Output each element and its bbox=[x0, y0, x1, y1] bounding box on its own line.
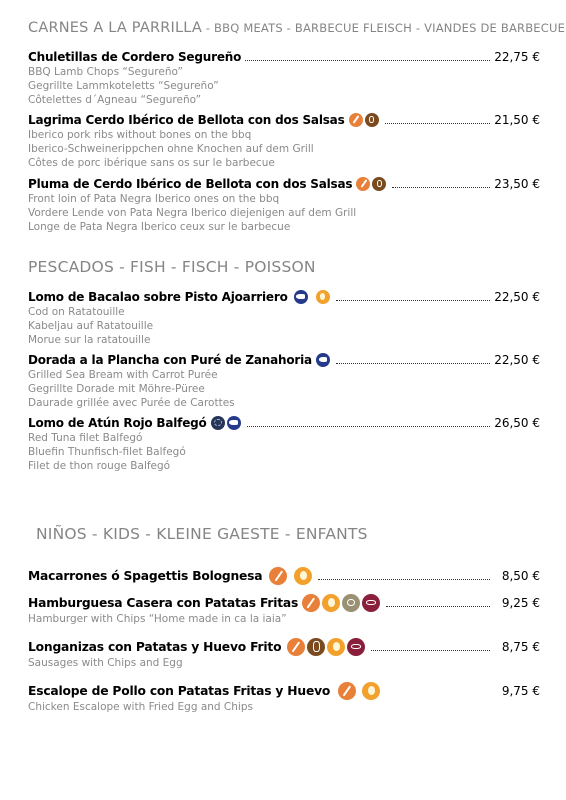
item-price: 22,75 € bbox=[494, 49, 540, 64]
allergen-icons bbox=[338, 682, 382, 700]
leader-dots bbox=[336, 300, 490, 301]
item-price: 9,75 € bbox=[501, 683, 540, 698]
menu-item-lagrima bbox=[28, 111, 540, 170]
fish-icon bbox=[294, 290, 308, 304]
item-desc-line: Morue sur la ratatouille bbox=[28, 334, 151, 346]
fish-icon bbox=[227, 416, 241, 430]
item-desc-line: Longe de Pata Negra Iberico ceux sur le barbecue bbox=[28, 221, 291, 233]
item-desc-line: Kabeljau auf Ratatouille bbox=[28, 320, 154, 332]
item-price: 21,50 € bbox=[494, 112, 540, 127]
egg-icon bbox=[294, 567, 312, 585]
sulphites-icon bbox=[362, 594, 380, 612]
section-title-main: CARNES A LA PARRILLA bbox=[28, 20, 202, 36]
section-title-carnes bbox=[28, 20, 565, 36]
item-price: 22,50 € bbox=[494, 352, 540, 367]
allergen-icons bbox=[211, 416, 243, 430]
menu-item-pluma bbox=[28, 175, 540, 234]
item-name: Hamburguesa Casera con Patatas Fritas bbox=[28, 595, 299, 610]
item-desc-line: BBQ Lamb Chops “Segureño” bbox=[28, 66, 183, 78]
item-name: Lomo de Atún Rojo Balfegó bbox=[28, 415, 207, 430]
menu-item-longanizas bbox=[28, 637, 540, 670]
egg-icon bbox=[316, 290, 330, 304]
item-desc-line: Cod on Ratatouille bbox=[28, 306, 125, 318]
item-desc-line: Bluefin Thunfisch-filet Balfegó bbox=[28, 446, 186, 458]
item-price: 8,75 € bbox=[501, 639, 540, 654]
leader-dots bbox=[386, 606, 490, 607]
leader-dots bbox=[371, 650, 490, 651]
item-desc-line: Gegrillte Lammkoteletts “Segureño” bbox=[28, 80, 219, 92]
item-price: 26,50 € bbox=[494, 415, 540, 430]
nuts-icon bbox=[342, 594, 360, 612]
item-desc-line: Chicken Escalope with Fried Egg and Chips bbox=[28, 701, 253, 713]
item-price: 22,50 € bbox=[494, 289, 540, 304]
item-desc-line: Red Tuna filet Balfegó bbox=[28, 432, 143, 444]
menu-item-hamburguesa bbox=[28, 593, 540, 626]
item-desc-line: Filet de thon rouge Balfegó bbox=[28, 460, 171, 472]
menu-item-atun bbox=[28, 414, 540, 473]
leader-dots bbox=[318, 579, 490, 580]
item-name: Macarrones ó Spagettis Bolognesa bbox=[28, 568, 263, 583]
section-title-sub: - BBQ MEATS - BARBECUE FLEISCH - VIANDES DE BARBECUE bbox=[201, 21, 566, 35]
leader-dots bbox=[336, 363, 490, 364]
egg-icon bbox=[322, 594, 340, 612]
egg-icon bbox=[327, 638, 345, 656]
item-desc-line: Front loin of Pata Negra Iberico ones on the bbq bbox=[28, 193, 280, 205]
item-desc-line: Grilled Sea Bream with Carrot Purée bbox=[28, 369, 218, 381]
mustard-icon bbox=[365, 113, 379, 127]
item-name: Chuletillas de Cordero Segureño bbox=[28, 49, 242, 64]
egg-icon bbox=[362, 682, 380, 700]
item-name: Longanizas con Patatas y Huevo Frito bbox=[28, 639, 282, 654]
leader-dots bbox=[245, 60, 490, 61]
allergen-icons bbox=[356, 177, 388, 191]
item-desc-line: Sausages with Chips and Egg bbox=[28, 657, 183, 669]
gluten-icon bbox=[356, 177, 370, 191]
leader-dots bbox=[247, 426, 490, 427]
menu-item-dorada bbox=[28, 351, 540, 410]
item-price: 9,25 € bbox=[501, 595, 540, 610]
gluten-icon bbox=[287, 638, 305, 656]
item-name: Dorada a la Plancha con Puré de Zanahoria bbox=[28, 352, 312, 367]
allergen-icons bbox=[316, 353, 332, 367]
leader-dots bbox=[392, 187, 490, 188]
item-desc-line: Côtelettes d´Agneau “Segureño” bbox=[28, 94, 202, 106]
item-name: Lagrima Cerdo Ibérico de Bellota con dos Salsas bbox=[28, 112, 345, 127]
gluten-icon bbox=[302, 594, 320, 612]
section-title-main: PESCADOS - FISH - FISCH - POISSON bbox=[28, 258, 316, 276]
item-desc-line: Vordere Lende von Pata Negra Iberico diejenigen auf dem Grill bbox=[28, 207, 357, 219]
item-name: Escalope de Pollo con Patatas Fritas y Huevo bbox=[28, 683, 331, 698]
gluten-icon bbox=[269, 567, 287, 585]
menu-item-chuletillas bbox=[28, 48, 540, 107]
menu-item-macarrones bbox=[28, 566, 540, 585]
item-desc-line: Côtes de porc ibérique sans os sur le barbecue bbox=[28, 157, 275, 169]
allergen-icons bbox=[287, 638, 367, 656]
item-price: 8,50 € bbox=[501, 568, 540, 583]
mustard-icon bbox=[307, 638, 325, 656]
section-title-main: NIÑOS - KIDS - KLEINE GAESTE - ENFANTS bbox=[36, 525, 368, 543]
section-title-ninos bbox=[36, 525, 368, 543]
item-price: 23,50 € bbox=[494, 176, 540, 191]
allergen-icons bbox=[269, 567, 314, 585]
gluten-icon bbox=[338, 682, 356, 700]
allergen-icons bbox=[302, 594, 382, 612]
item-desc-line: Gegrillte Dorade mit Möhre-Püree bbox=[28, 383, 205, 395]
gluten-icon bbox=[349, 113, 363, 127]
sulphites-icon bbox=[347, 638, 365, 656]
menu-item-escalope bbox=[28, 681, 540, 714]
item-name: Lomo de Bacalao sobre Pisto Ajoarriero bbox=[28, 289, 288, 304]
item-desc-line: Iberico-Schweinerippchen ohne Knochen auf dem Grill bbox=[28, 143, 314, 155]
leader-dots bbox=[385, 123, 490, 124]
section-title-pescados bbox=[28, 258, 316, 276]
item-desc-line: Hamburger with Chips “Home made in ca la iaia” bbox=[28, 613, 287, 625]
mustard-icon bbox=[372, 177, 386, 191]
item-desc-line: Daurade grillée avec Purée de Carottes bbox=[28, 397, 235, 409]
molluscs-icon bbox=[211, 416, 225, 430]
fish-icon bbox=[316, 353, 330, 367]
item-name: Pluma de Cerdo Ibérico de Bellota con dos Salsas bbox=[28, 176, 353, 191]
item-desc-line: Iberico pork ribs without bones on the bbq bbox=[28, 129, 252, 141]
allergen-icons bbox=[349, 113, 381, 127]
menu-item-bacalao bbox=[28, 288, 540, 347]
allergen-icons bbox=[294, 290, 332, 304]
